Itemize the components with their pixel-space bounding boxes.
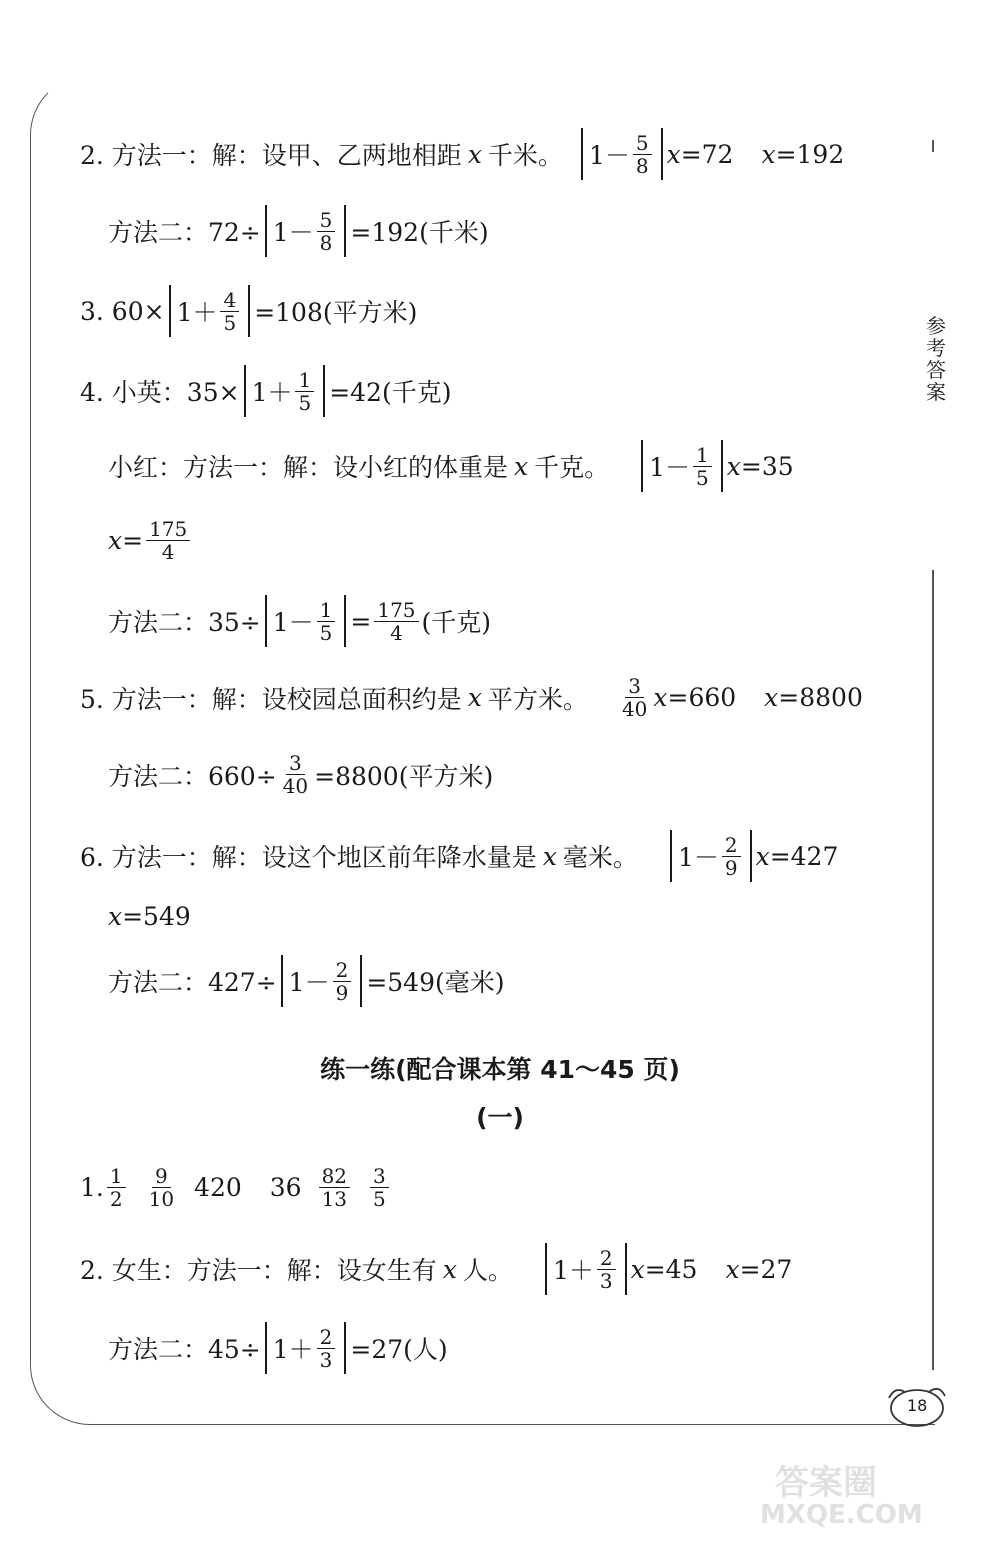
eq: =192 [775, 139, 845, 169]
q4b-bracket [641, 440, 723, 492]
ex2b-bracket [265, 1322, 347, 1374]
fraction: $\frac{1}{5}$ [693, 444, 712, 489]
fraction: $\frac{3}{40}$ [621, 674, 648, 721]
ex2b-text: 方法二：45÷ [108, 1335, 261, 1364]
eq: =427 [769, 841, 839, 871]
watermark-logo: 答案圈 [775, 1463, 877, 1503]
eq: = [350, 606, 372, 636]
right-rule [932, 570, 934, 1370]
value: 420 [194, 1173, 242, 1202]
var-x: x [442, 1254, 457, 1284]
exercise-2-method2 [108, 1322, 448, 1374]
fraction: $\frac{4}{5}$ [220, 289, 239, 334]
q3-bracket [169, 285, 251, 337]
var-x: x [761, 139, 776, 169]
var-x: x [108, 902, 123, 931]
q4-text: 4. 小英：35× [80, 378, 240, 407]
q6-text: 6. 方法一：解：设这个地区前年降水量是 [80, 843, 537, 872]
bracket-prefix: 1－ [272, 608, 314, 637]
fraction: $\frac{82}{13}$ [319, 1165, 350, 1210]
fraction: $\frac{5}{8}$ [633, 132, 652, 177]
page-number: 18 [907, 1396, 928, 1415]
q2-bracket [581, 128, 663, 180]
bracket-prefix: 1－ [588, 141, 630, 170]
bracket-prefix: 1－ [649, 453, 691, 482]
fraction: $\frac{2}{9}$ [722, 834, 741, 879]
var-x: x [764, 683, 779, 712]
eq: =192(千米) [350, 218, 489, 247]
fraction: $\frac{175}{4}$ [146, 518, 190, 563]
var-x: x [653, 683, 668, 712]
eq: =8800 [778, 683, 863, 712]
right-rule-top [932, 140, 934, 152]
bracket-prefix: 1＋ [176, 298, 218, 327]
q2-method1-text: 2. 方法一：解：设甲、乙两地相距 [80, 141, 462, 170]
q5-tail: 平方米。 [487, 684, 588, 714]
var-x: x [514, 451, 529, 481]
fraction: $\frac{1}{2}$ [107, 1165, 126, 1210]
watermark-url: MXQE.COM [760, 1500, 923, 1530]
q4d-text: 方法二：35÷ [108, 608, 261, 637]
fraction: $\frac{175}{4}$ [374, 599, 418, 644]
q4b-tail: 千克。 [534, 453, 610, 482]
q4-xiaoying [80, 365, 451, 417]
q6c-bracket [281, 955, 363, 1007]
unit: (千克) [421, 608, 492, 637]
q2-method2 [108, 205, 489, 257]
eq: =42(千克) [329, 378, 452, 407]
var-x: x [542, 841, 557, 871]
q4b-text: 小红：方法一：解：设小红的体重是 [108, 453, 509, 482]
q5-method1 [80, 675, 863, 720]
eq: =45 [644, 1254, 698, 1284]
bracket-prefix: 1＋ [552, 1256, 594, 1285]
var-x: x [108, 526, 123, 555]
q2-method2-text: 方法二：72÷ [108, 218, 261, 247]
var-x: x [726, 451, 741, 481]
q3 [80, 285, 417, 337]
eq: =27 [739, 1254, 793, 1284]
fraction: $\frac{2}{3}$ [317, 1326, 336, 1371]
fraction: $\frac{2}{3}$ [597, 1247, 616, 1292]
var-x: x [755, 841, 770, 871]
eq: =35 [740, 451, 794, 481]
eq: =8800(平方米) [314, 761, 494, 791]
eq: =27(人) [350, 1335, 448, 1364]
exercise-2-method1 [80, 1243, 792, 1295]
q5b-text: 方法二：660÷ [108, 761, 277, 791]
fraction: $\frac{1}{5}$ [295, 369, 314, 414]
q2-var: x [467, 139, 482, 169]
q4-xiaohong-result [108, 518, 193, 563]
bracket-prefix: 1－ [272, 218, 314, 247]
fraction: $\frac{9}{10}$ [148, 1164, 175, 1211]
bracket-prefix: 1＋ [272, 1335, 314, 1364]
page-frame [30, 75, 935, 1425]
var-x: x [666, 139, 681, 169]
fraction: $\frac{3}{5}$ [370, 1165, 389, 1210]
eq: =549 [122, 902, 191, 931]
q6-bracket [670, 830, 752, 882]
fraction: $\frac{5}{8}$ [317, 209, 336, 254]
eq: =108(平方米) [254, 298, 418, 327]
fraction: $\frac{3}{40}$ [282, 751, 309, 798]
eq: = [122, 526, 144, 555]
q4d-bracket [265, 595, 347, 647]
section-subtitle: (一) [476, 1103, 524, 1132]
eq: =660 [667, 683, 737, 712]
fraction: $\frac{1}{5}$ [317, 599, 336, 644]
q4-bracket [244, 365, 326, 417]
var-x: x [630, 1254, 645, 1284]
var-x: x [725, 1254, 740, 1284]
q6-method2 [108, 955, 504, 1007]
q4-xiaohong-method1 [108, 440, 794, 492]
exercise-1 [80, 1165, 392, 1210]
q5-method2 [108, 752, 493, 797]
eq: =549(毫米) [366, 968, 505, 997]
q6c-text: 方法二：427÷ [108, 968, 277, 997]
var-x: x [467, 683, 482, 712]
bracket-prefix: 1＋ [251, 378, 293, 407]
ex1-label: 1. [80, 1173, 104, 1202]
q4-xiaohong-method2 [108, 595, 491, 647]
page-number-badge [875, 1380, 955, 1430]
side-label: 参考答案 [926, 314, 946, 404]
q2-method1 [80, 128, 844, 180]
value: 36 [269, 1173, 302, 1202]
bracket-prefix: 1－ [288, 968, 330, 997]
section-title: 练一练(配合课本第 41～45 页) [320, 1055, 680, 1084]
q2-method1-tail: 千米。 [487, 141, 563, 170]
q3-text: 3. 60× [80, 296, 165, 326]
ex2-text: 2. 女生：方法一：解：设女生有 [80, 1256, 437, 1285]
ex2-tail: 人。 [462, 1256, 513, 1285]
q2b-bracket [265, 205, 347, 257]
q6-method1 [80, 830, 838, 882]
q6-tail: 毫米。 [562, 843, 638, 872]
fraction: $\frac{2}{9}$ [333, 959, 352, 1004]
q6-result [108, 902, 191, 931]
q5-text: 5. 方法一：解：设校园总面积约是 [80, 684, 462, 714]
bracket-prefix: 1－ [677, 843, 719, 872]
eq: =72 [680, 139, 734, 169]
ex2-bracket [545, 1243, 627, 1295]
